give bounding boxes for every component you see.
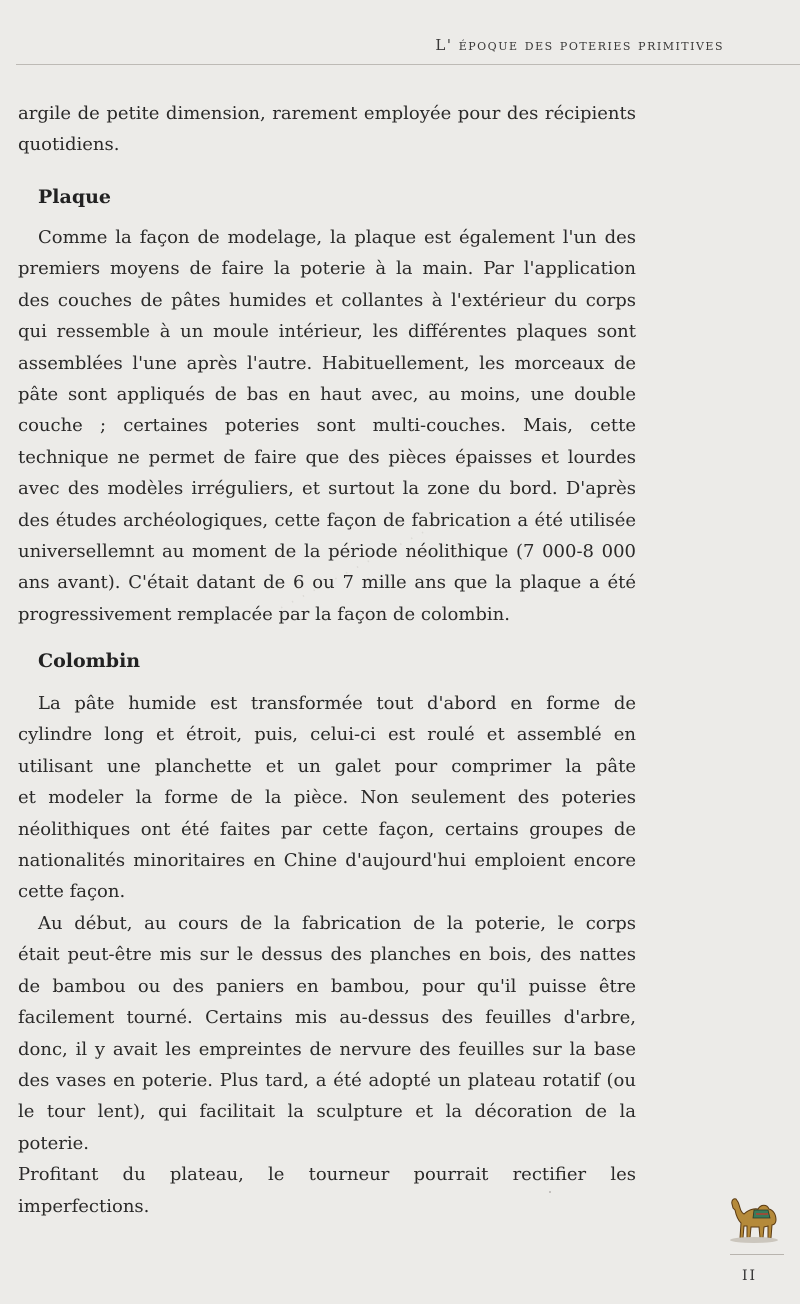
text-line: de bambou ou des paniers en bambou, pour qu'il puisse être xyxy=(18,975,636,997)
text-line: des vases en poterie. Plus tard, a été adopté un plateau rotatif (ou xyxy=(18,1070,636,1092)
plaque-paragraph xyxy=(18,222,636,630)
text-line: le tour lent), qui facilitait la sculpture et la décoration de la poterie. xyxy=(18,1101,636,1154)
colombin-paragraph-2 xyxy=(18,908,636,1222)
text-line: des études archéologiques, cette façon de fabrication a été utilisée xyxy=(18,509,636,531)
text-line: donc, il y avait les empreintes de nervure des feuilles sur la base xyxy=(18,1038,636,1060)
text-line: Au début, au cours de la fabrication de la poterie, le corps xyxy=(38,913,636,934)
text-line: quotidiens. xyxy=(18,134,120,156)
text-line: La pâte humide est transformée tout d'abord en forme de xyxy=(38,693,636,714)
colombin-paragraph-1 xyxy=(18,688,636,908)
speck xyxy=(549,1191,551,1193)
text-line: facilement tourné. Certains mis au-dessus des feuilles d'arbre, xyxy=(18,1007,636,1029)
section-heading-colombin: Colombin xyxy=(38,650,141,672)
text-line: universellemnt au moment de la période néolithique (7 000-8 000 xyxy=(18,541,636,563)
watermark: · · · · · · · · · · · · · · · xyxy=(276,519,441,616)
header-rule xyxy=(16,64,800,65)
text-line: progressivement remplacée par la façon de colombin. xyxy=(18,603,510,625)
text-line: pâte sont appliqués de bas en haut avec, au moins, une double xyxy=(18,384,636,406)
camel-icon xyxy=(724,1190,784,1245)
intro-paragraph xyxy=(18,98,636,161)
running-head: L' époque des poteries primitives xyxy=(435,36,724,54)
text-line: avec des modèles irréguliers, et surtout la zone du bord. D'après xyxy=(18,478,636,500)
text-line: technique ne permet de faire que des pièces épaisses et lourdes xyxy=(18,446,636,468)
text-line: nationalités minoritaires en Chine d'aujourd'hui emploient encore xyxy=(18,850,636,872)
text-line: cette façon. xyxy=(18,881,126,903)
text-line: argile de petite dimension, rarement employée pour des récipients xyxy=(18,103,636,124)
text-line: ans avant). C'était datant de 6 ou 7 mille ans que la plaque a été xyxy=(18,572,636,594)
text-line: utilisant une planchette et un galet pour comprimer la pâte xyxy=(18,755,636,777)
section-heading-plaque: Plaque xyxy=(38,186,112,208)
text-line: assemblées l'une après l'autre. Habituellement, les morceaux de xyxy=(18,352,636,374)
text-line: couche ; certaines poteries sont multi-couches. Mais, cette xyxy=(18,415,636,437)
text-line: et modeler la forme de la pièce. Non seulement des poteries xyxy=(18,787,636,809)
text-line: cylindre long et étroit, puis, celui-ci est roulé et assemblé en xyxy=(18,724,636,746)
text-line: néolithiques ont été faites par cette façon, certains groupes de xyxy=(18,818,636,840)
text-line: des couches de pâtes humides et collantes à l'extérieur du corps xyxy=(18,289,636,311)
text-line: qui ressemble à un moule intérieur, les différentes plaques sont xyxy=(18,321,636,343)
text-line: était peut-être mis sur le dessus des planches en bois, des nattes xyxy=(18,944,636,966)
page-number: II xyxy=(742,1268,758,1284)
text-line: premiers moyens de faire la poterie à la main. Par l'application xyxy=(18,258,636,280)
text-line: Comme la façon de modelage, la plaque est également l'un des xyxy=(38,227,636,248)
footer-rule xyxy=(730,1254,784,1255)
text-line: Profitant du plateau, le tourneur pourrait rectifier les imperfections. xyxy=(18,1164,636,1217)
